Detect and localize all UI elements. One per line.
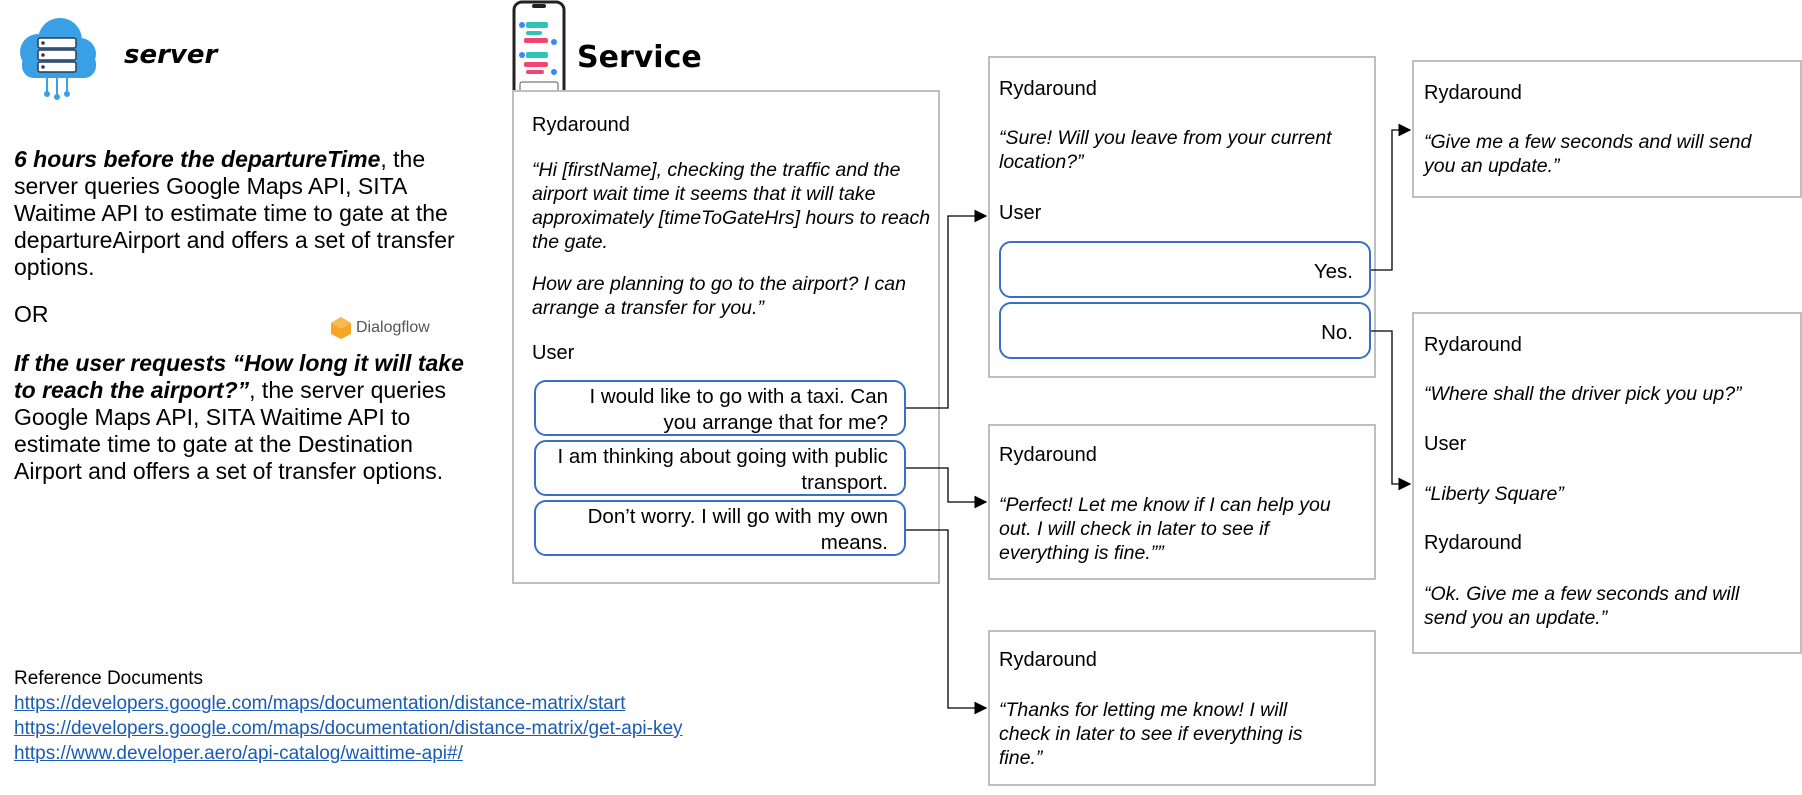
- main-speaker: Rydaround: [532, 114, 630, 136]
- arrow-taxi-to-response: [906, 216, 986, 408]
- references-title: Reference Documents: [14, 668, 204, 689]
- yes-speaker: Rydaround: [1424, 82, 1522, 104]
- taxi-quote: “Sure! Will you leave from your current location?”: [999, 127, 1332, 173]
- own-quote: “Thanks for letting me know! I will check in later to see if everything is fine.”: [999, 699, 1303, 769]
- option-taxi-button[interactable]: I would like to go with a taxi. Can you arrange that for me?: [534, 380, 906, 436]
- no-speaker-1: Rydaround: [1424, 334, 1522, 356]
- arrow-public-to-response: [906, 468, 986, 502]
- reference-link-1[interactable]: https://developers.google.com/maps/documentation/distance-matrix/start: [14, 693, 626, 714]
- no-user-quote: “Liberty Square”: [1424, 483, 1564, 505]
- no-quote-2: “Ok. Give me a few seconds and will send you an update.”: [1424, 583, 1740, 629]
- no-quote-1: “Where shall the driver pick you up?”: [1424, 383, 1742, 405]
- no-user-label: User: [1424, 433, 1467, 455]
- public-speaker: Rydaround: [999, 444, 1097, 466]
- option-own-means-button[interactable]: Don’t worry. I will go with my own means.: [534, 500, 906, 556]
- no-speaker-2: Rydaround: [1424, 532, 1522, 554]
- option-public-transport-button[interactable]: I am thinking about going with public transport.: [534, 440, 906, 496]
- dialogflow-label: Dialogflow: [356, 319, 430, 336]
- arrow-no-to-response: [1371, 331, 1410, 484]
- server-title: server: [124, 40, 218, 70]
- taxi-user-label: User: [999, 202, 1042, 224]
- arrow-yes-to-response: [1371, 130, 1410, 270]
- public-quote: “Perfect! Let me know if I can help you out. I will check in later to see if everything is fine.””: [999, 494, 1331, 564]
- yes-quote: “Give me a few seconds and will send you an update.”: [1424, 131, 1752, 177]
- intro-paragraph-1-text: , the server queries Google Maps API, SITA Waitime API to estimate time to gate at the departureAirport and offers a set of transfer options.: [14, 146, 455, 280]
- reference-link-3[interactable]: https://www.developer.aero/api-catalog/waittime-api#/: [14, 743, 463, 764]
- service-title: Service: [577, 40, 702, 75]
- main-quote-2: How are planning to go to the airport? I can arrange a transfer for you.”: [532, 273, 906, 319]
- or-label: OR: [14, 301, 49, 327]
- own-speaker: Rydaround: [999, 649, 1097, 671]
- taxi-speaker: Rydaround: [999, 78, 1097, 100]
- intro-paragraph-2-text: , the server queries Google Maps API, SITA Waitime API to estimate time to gate at the Destination Airport and offers a set of transfer options.: [14, 377, 447, 484]
- option-no-button[interactable]: No.: [999, 302, 1371, 359]
- main-quote-1: “Hi [firstName], checking the traffic and the airport wait time it seems that it will take approximately [timeToGateHrs] hours to reach the gate.: [532, 159, 931, 253]
- main-user-label: User: [532, 342, 575, 364]
- reference-link-2[interactable]: https://developers.google.com/maps/documentation/distance-matrix/get-api-key: [14, 718, 683, 739]
- option-yes-button[interactable]: Yes.: [999, 241, 1371, 298]
- intro-paragraph-1-bold: 6 hours before the departureTime: [14, 146, 381, 172]
- arrow-own-to-response: [906, 530, 986, 708]
- intro-paragraph-2-bold: If the user requests “How long it will take to reach the airport?”: [14, 350, 464, 403]
